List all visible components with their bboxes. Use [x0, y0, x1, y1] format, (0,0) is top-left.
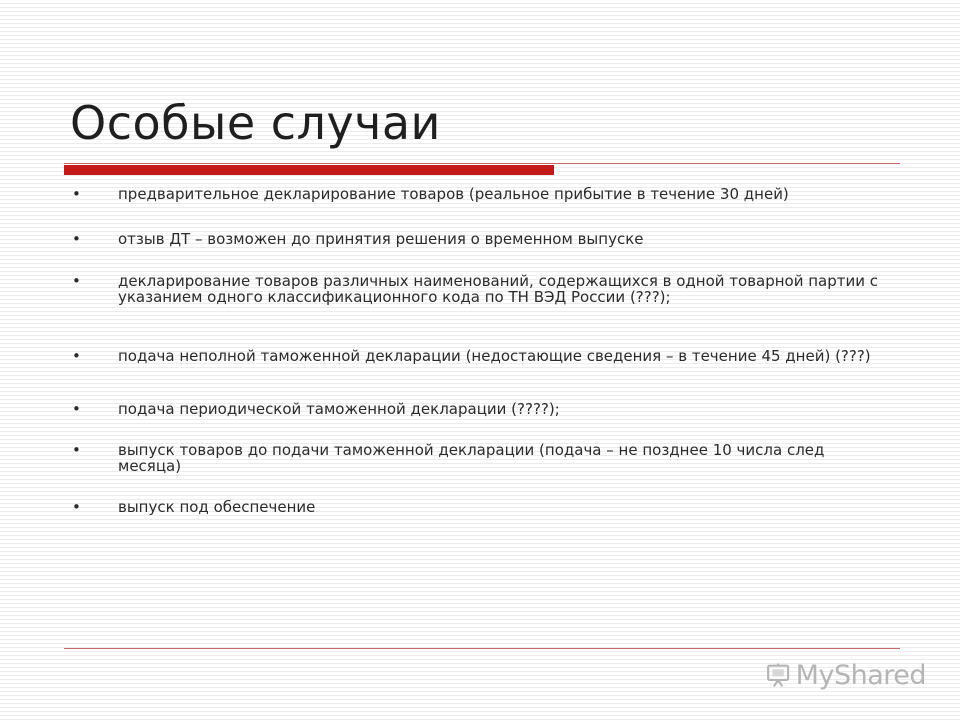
watermark-logo: [766, 655, 926, 695]
list-item-text: подача неполной таможенной декларации (недостающие сведения – в течение 45 дней) (???): [118, 347, 871, 365]
list-item-text: отзыв ДТ – возможен до принятия решения о временном выпуске: [118, 230, 644, 248]
list-item-text: подача периодической таможенной декларации (????);: [118, 400, 560, 418]
list-item: [70, 348, 871, 364]
list-item: [70, 499, 315, 515]
bullet-dot: •: [72, 441, 81, 459]
bullet-dot: •: [72, 498, 81, 516]
bullet-dot: •: [72, 347, 81, 365]
bullet-dot: •: [72, 272, 81, 290]
list-item: [70, 186, 789, 202]
watermark-text: MyShared: [795, 659, 926, 691]
list-item-text: выпуск товаров до подачи таможенной декларации (подача – не позднее 10 числа след месяца): [118, 441, 825, 475]
list-item-text: предварительное декларирование товаров (реальное прибытие в течение 30 дней): [118, 185, 789, 203]
title-underline-thin: [64, 163, 900, 164]
presentation-screen-icon: [766, 658, 792, 692]
list-item: [70, 273, 882, 305]
bullet-dot: •: [72, 400, 81, 418]
bullet-dot: •: [72, 230, 81, 248]
list-item: [70, 401, 560, 417]
title-underline-accent: [64, 165, 554, 175]
list-item: [70, 442, 882, 474]
list-item-text: декларирование товаров различных наименований, содержащихся в одной товарной партии с указанием одного классификационного кода по ТН ВЭД России (???);: [118, 272, 879, 306]
list-item: [70, 231, 643, 247]
slide-title: Особые случаи: [70, 96, 441, 150]
bullet-dot: •: [72, 185, 81, 203]
footer-divider: [64, 648, 900, 649]
list-item-text: выпуск под обеспечение: [118, 498, 316, 516]
